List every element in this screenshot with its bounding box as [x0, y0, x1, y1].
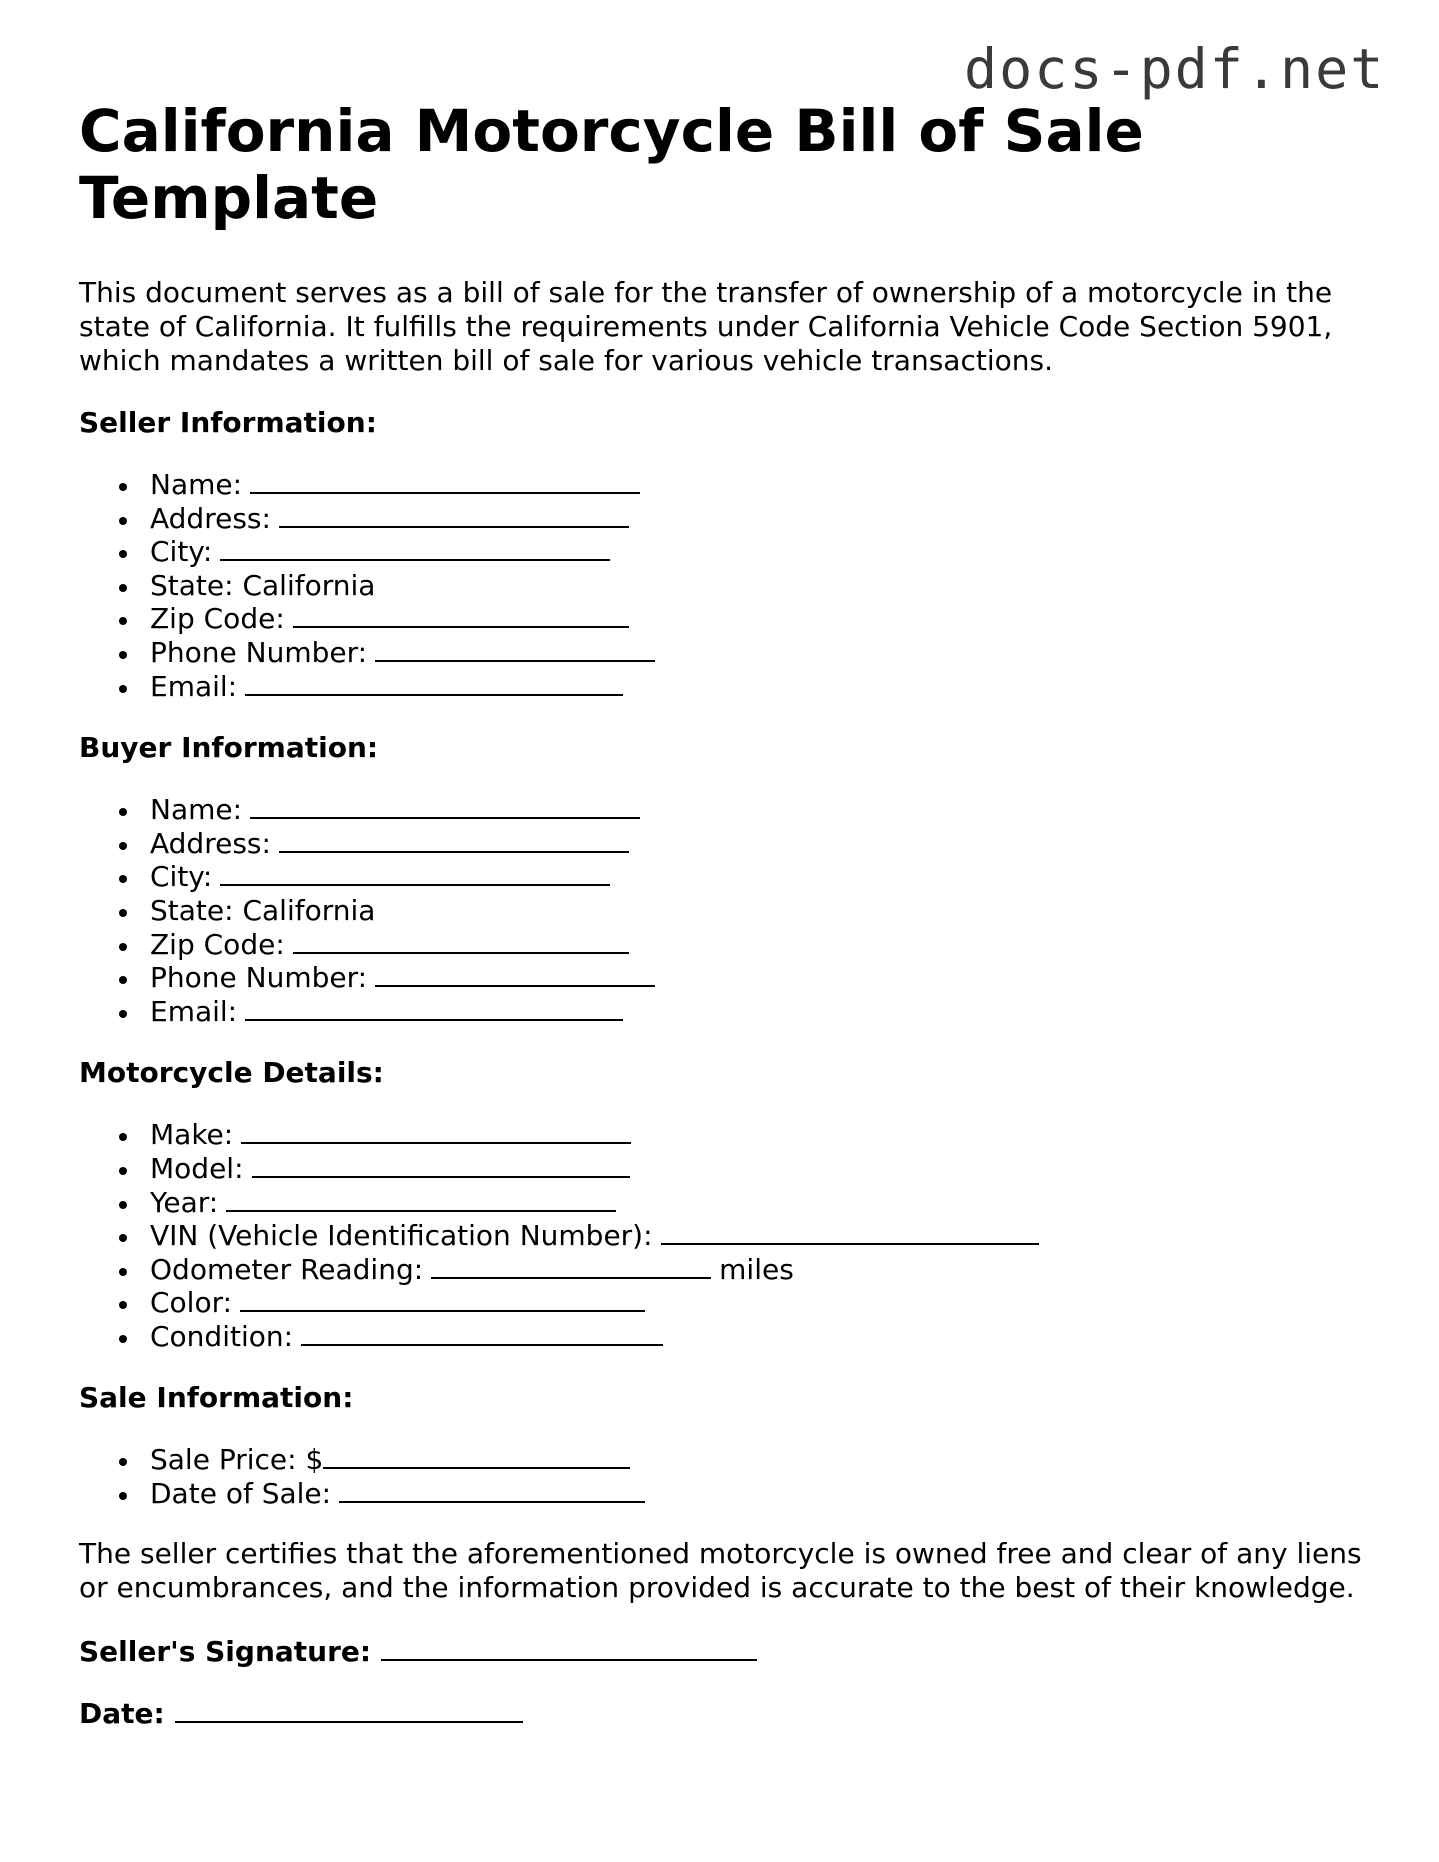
buyer-name-blank[interactable] [250, 793, 640, 819]
watermark: docs-pdf.net [964, 37, 1386, 101]
seller-phone-field [79, 636, 1369, 670]
field-label: Address: [150, 826, 271, 860]
buyer-city-field [79, 860, 1369, 894]
motorcycle-heading: Motorcycle Details: [79, 1056, 384, 1090]
buyer-heading: Buyer Information: [79, 731, 379, 765]
buyer-city-blank[interactable] [220, 860, 610, 886]
year-blank[interactable] [226, 1186, 616, 1212]
seller-fields [79, 468, 1369, 703]
seller-zip-field [79, 602, 1369, 636]
field-label: Address: [150, 501, 271, 535]
field-label: City: [150, 535, 213, 569]
odometer-field [79, 1253, 1369, 1287]
field-label: Phone Number: [150, 635, 368, 669]
color-field [79, 1286, 1369, 1320]
field-label: City: [150, 860, 213, 894]
vin-field [79, 1219, 1369, 1253]
sale-price-blank[interactable] [323, 1443, 630, 1469]
field-label: Name: [150, 793, 243, 827]
seller-address-blank[interactable] [279, 502, 629, 528]
seller-section [79, 406, 1369, 703]
buyer-state-field [79, 894, 1369, 928]
seller-signature-label: Seller's Signature: [79, 1634, 372, 1668]
vin-blank[interactable] [661, 1219, 1039, 1245]
seller-signature-line [79, 1635, 1369, 1669]
seller-email-blank[interactable] [245, 670, 623, 696]
seller-name-blank[interactable] [250, 468, 640, 494]
signature-date-line [79, 1697, 1369, 1731]
field-label: Color: [150, 1286, 233, 1320]
seller-name-field [79, 468, 1369, 502]
buyer-email-field [79, 995, 1369, 1029]
field-label: State: California [150, 893, 376, 927]
seller-address-field [79, 502, 1369, 536]
condition-blank[interactable] [301, 1320, 663, 1346]
motorcycle-fields [79, 1118, 1369, 1353]
make-field [79, 1118, 1369, 1152]
field-label: Email: [150, 994, 238, 1028]
sale-heading: Sale Information: [79, 1381, 354, 1415]
buyer-phone-blank[interactable] [375, 961, 655, 987]
field-label: Year: [150, 1185, 219, 1219]
field-label: Condition: [150, 1319, 294, 1353]
sale-fields [79, 1443, 1369, 1510]
buyer-zip-field [79, 928, 1369, 962]
field-label: Date of Sale: [150, 1477, 332, 1511]
seller-heading: Seller Information: [79, 406, 377, 439]
certification-paragraph: The seller certifies that the aforementioned motorcycle is owned free and clear of any liens or encumbrances, and the information provided is accurate to the best of their knowledge. [79, 1536, 1362, 1604]
buyer-address-field [79, 827, 1369, 861]
model-blank[interactable] [252, 1152, 630, 1178]
seller-signature-blank[interactable] [381, 1635, 757, 1661]
document-page [79, 98, 1369, 1731]
buyer-zip-blank[interactable] [293, 928, 629, 954]
seller-state-field [79, 569, 1369, 603]
odometer-unit: miles [719, 1252, 794, 1286]
field-label: Phone Number: [150, 961, 368, 995]
buyer-phone-field [79, 961, 1369, 995]
field-label: Zip Code: [150, 927, 285, 961]
buyer-email-blank[interactable] [245, 995, 623, 1021]
signature-date-label: Date: [79, 1696, 165, 1730]
sale-section [79, 1381, 1369, 1510]
date-of-sale-field [79, 1477, 1369, 1511]
condition-field [79, 1320, 1369, 1354]
seller-city-blank[interactable] [220, 535, 610, 561]
model-field [79, 1152, 1369, 1186]
year-field [79, 1186, 1369, 1220]
field-label: Name: [150, 468, 243, 501]
make-blank[interactable] [241, 1118, 631, 1144]
field-label: Sale Price: $ [150, 1443, 324, 1477]
field-label: Email: [150, 669, 238, 703]
color-blank[interactable] [240, 1286, 645, 1312]
intro-paragraph: This document serves as a bill of sale for the transfer of ownership of a motorcycle in the state of California. It fulfills the requirements under California Vehicle Code Section 5901, which mandates a written bill of sale for various vehicle transactions. [79, 276, 1333, 377]
document-title: California Motorcycle Bill of Sale Template [79, 97, 1144, 232]
seller-phone-blank[interactable] [375, 636, 655, 662]
motorcycle-section [79, 1056, 1369, 1353]
buyer-fields [79, 793, 1369, 1028]
field-label: State: California [150, 568, 376, 602]
seller-email-field [79, 670, 1369, 704]
odometer-blank[interactable] [431, 1253, 711, 1279]
buyer-address-blank[interactable] [279, 827, 629, 853]
signature-date-blank[interactable] [175, 1697, 523, 1723]
field-label: Model: [150, 1151, 244, 1185]
field-label: Odometer Reading: [150, 1252, 424, 1286]
field-label: VIN (Vehicle Identification Number): [150, 1219, 653, 1253]
buyer-name-field [79, 793, 1369, 827]
seller-city-field [79, 535, 1369, 569]
seller-zip-blank[interactable] [293, 602, 629, 628]
buyer-section [79, 731, 1369, 1028]
field-label: Make: [150, 1118, 234, 1152]
field-label: Zip Code: [150, 602, 285, 636]
date-of-sale-blank[interactable] [339, 1477, 645, 1503]
sale-price-field [79, 1443, 1369, 1477]
